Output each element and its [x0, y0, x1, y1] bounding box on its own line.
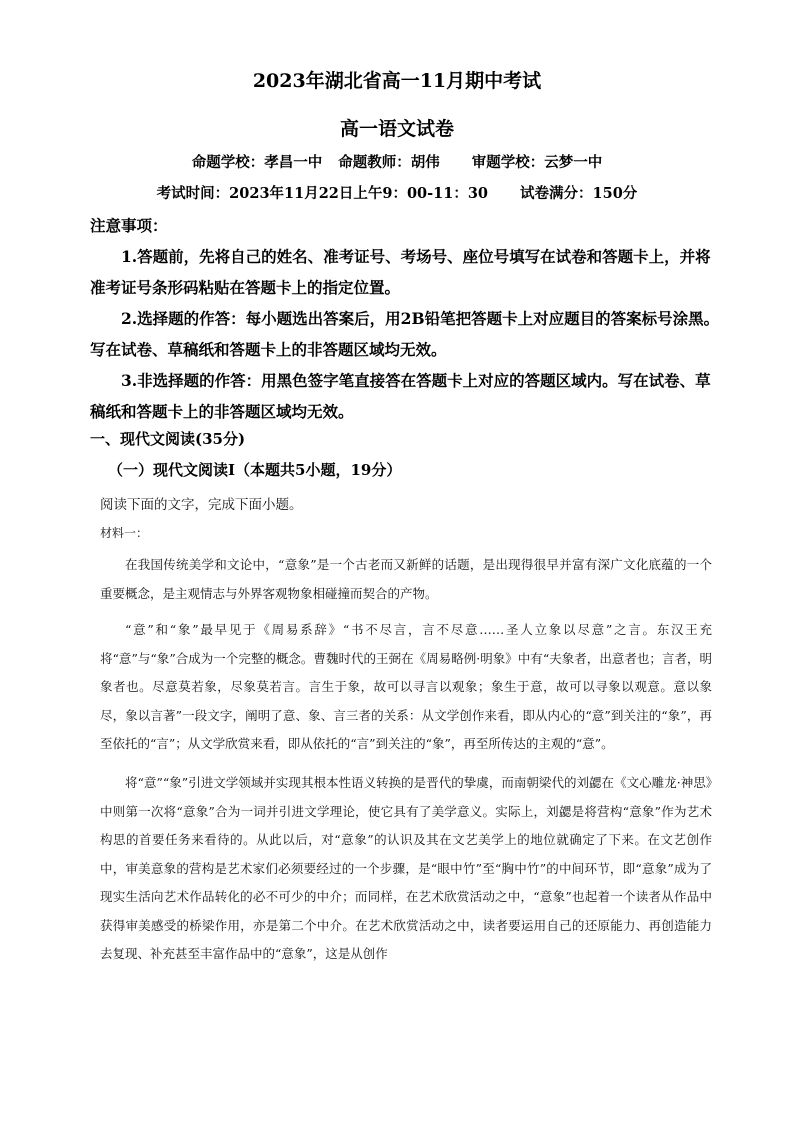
notice-item-1: 1.答题前，先将自己的姓名、准考证号、考场号、座位号填写在试卷和答题卡上，并将准考证号条形码粘贴在答题卡上的指定位置。	[90, 247, 711, 297]
passage-paragraph-1	[100, 551, 712, 608]
notice-item-3: 3.非选择题的作答：用黑色签字笔直接答在答题卡上对应的答题区域内。写在试卷、草稿纸和答题卡上的非答题区域均无效。	[90, 371, 711, 421]
exam-subtitle: 高一语文试卷	[339, 118, 454, 140]
passage-paragraph-3	[100, 769, 712, 969]
exam-info-line	[0, 182, 794, 203]
author-line	[0, 151, 794, 172]
passage-paragraph-2	[100, 616, 712, 759]
paragraph-text: 在我国传统美学和文论中，“意象”是一个古老而又新鲜的话题，是出现得很早并富有深广文化底蕴的一个重要概念，是主观情志与外界客观物象相碰撞而契合的产物。	[100, 557, 712, 601]
review-school: 审题学校：云梦一中	[471, 154, 603, 171]
proposing-school: 命题学校：孝昌一中	[191, 154, 323, 171]
proposing-teacher: 命题教师：胡伟	[338, 154, 440, 171]
paragraph-text: “意”和“象”最早见于《周易系辞》“书不尽言，言不尽意……圣人立象以尽意”之言。东汉王充将“意”与“象”合成为一个完整的概念。曹魏时代的王弼在《周易略例·明象》中有“夫象者，出意者也；言者，明象者也。尽意莫若象，尽象莫若言。言生于象，故可以寻言以观象；象生于意，故可以寻象以观意。意以象尽，象以言著”一段文字，阐明了意、象、言三者的关系：从文学创作来看，即从内心的“意”到关注的“象”，再至依托的“言”；从文学欣赏来看，即从依托的“言”到关注的“象”，再至所传达的主观的“意”。	[100, 622, 712, 751]
exam-score: 试卷满分：150分	[520, 185, 638, 202]
section-heading: 一、现代文阅读(35分)	[90, 430, 246, 448]
reading-instruction: 阅读下面的文字，完成下面小题。	[100, 497, 303, 513]
exam-title: 2023年湖北省高一11月期中考试	[252, 70, 542, 92]
paragraph-text: 将“意”“象”引进文学领域并实现其根本性语义转换的是晋代的挚虞，而南朝梁代的刘勰在《文心雕龙·神思》中则第一次将“意象”合为一词并引进文学理论，使它具有了美学意义。实际上，刘勰是将营构“意象”作为艺术构思的首要任务来看待的。从此以后，对“意象”的认识及其在文艺美学上的地位就确定了下来。在文艺创作中，审美意象的营构是艺术家们必须要经过的一个步骤，是“眼中竹”至“胸中竹”的中间环节，即“意象”成为了现实生活向艺术作品转化的必不可少的中介；而同样，在艺术欣赏活动之中，“意象”也起着一个读者从作品中获得审美感受的桥梁作用，亦是第二个中介。在艺术欣赏活动之中，读者要运用自己的还原能力、再创造能力去复现、补充甚至丰富作品中的“意象”，这是从创作	[100, 775, 712, 961]
notice-item-2: 2.选择题的作答：每小题选出答案后，用2B铅笔把答题卡上对应题目的答案标号涂黑。写在试卷、草稿纸和答题卡上的非答题区域均无效。	[90, 309, 720, 359]
material-label: 材料一：	[100, 526, 149, 540]
notice-heading: 注意事项：	[90, 216, 168, 235]
subsection-heading: （一）现代文阅读Ⅰ（本题共5小题，19分）	[108, 461, 402, 479]
exam-time: 考试时间：2023年11月22日上午9：00-11：30	[156, 185, 489, 202]
